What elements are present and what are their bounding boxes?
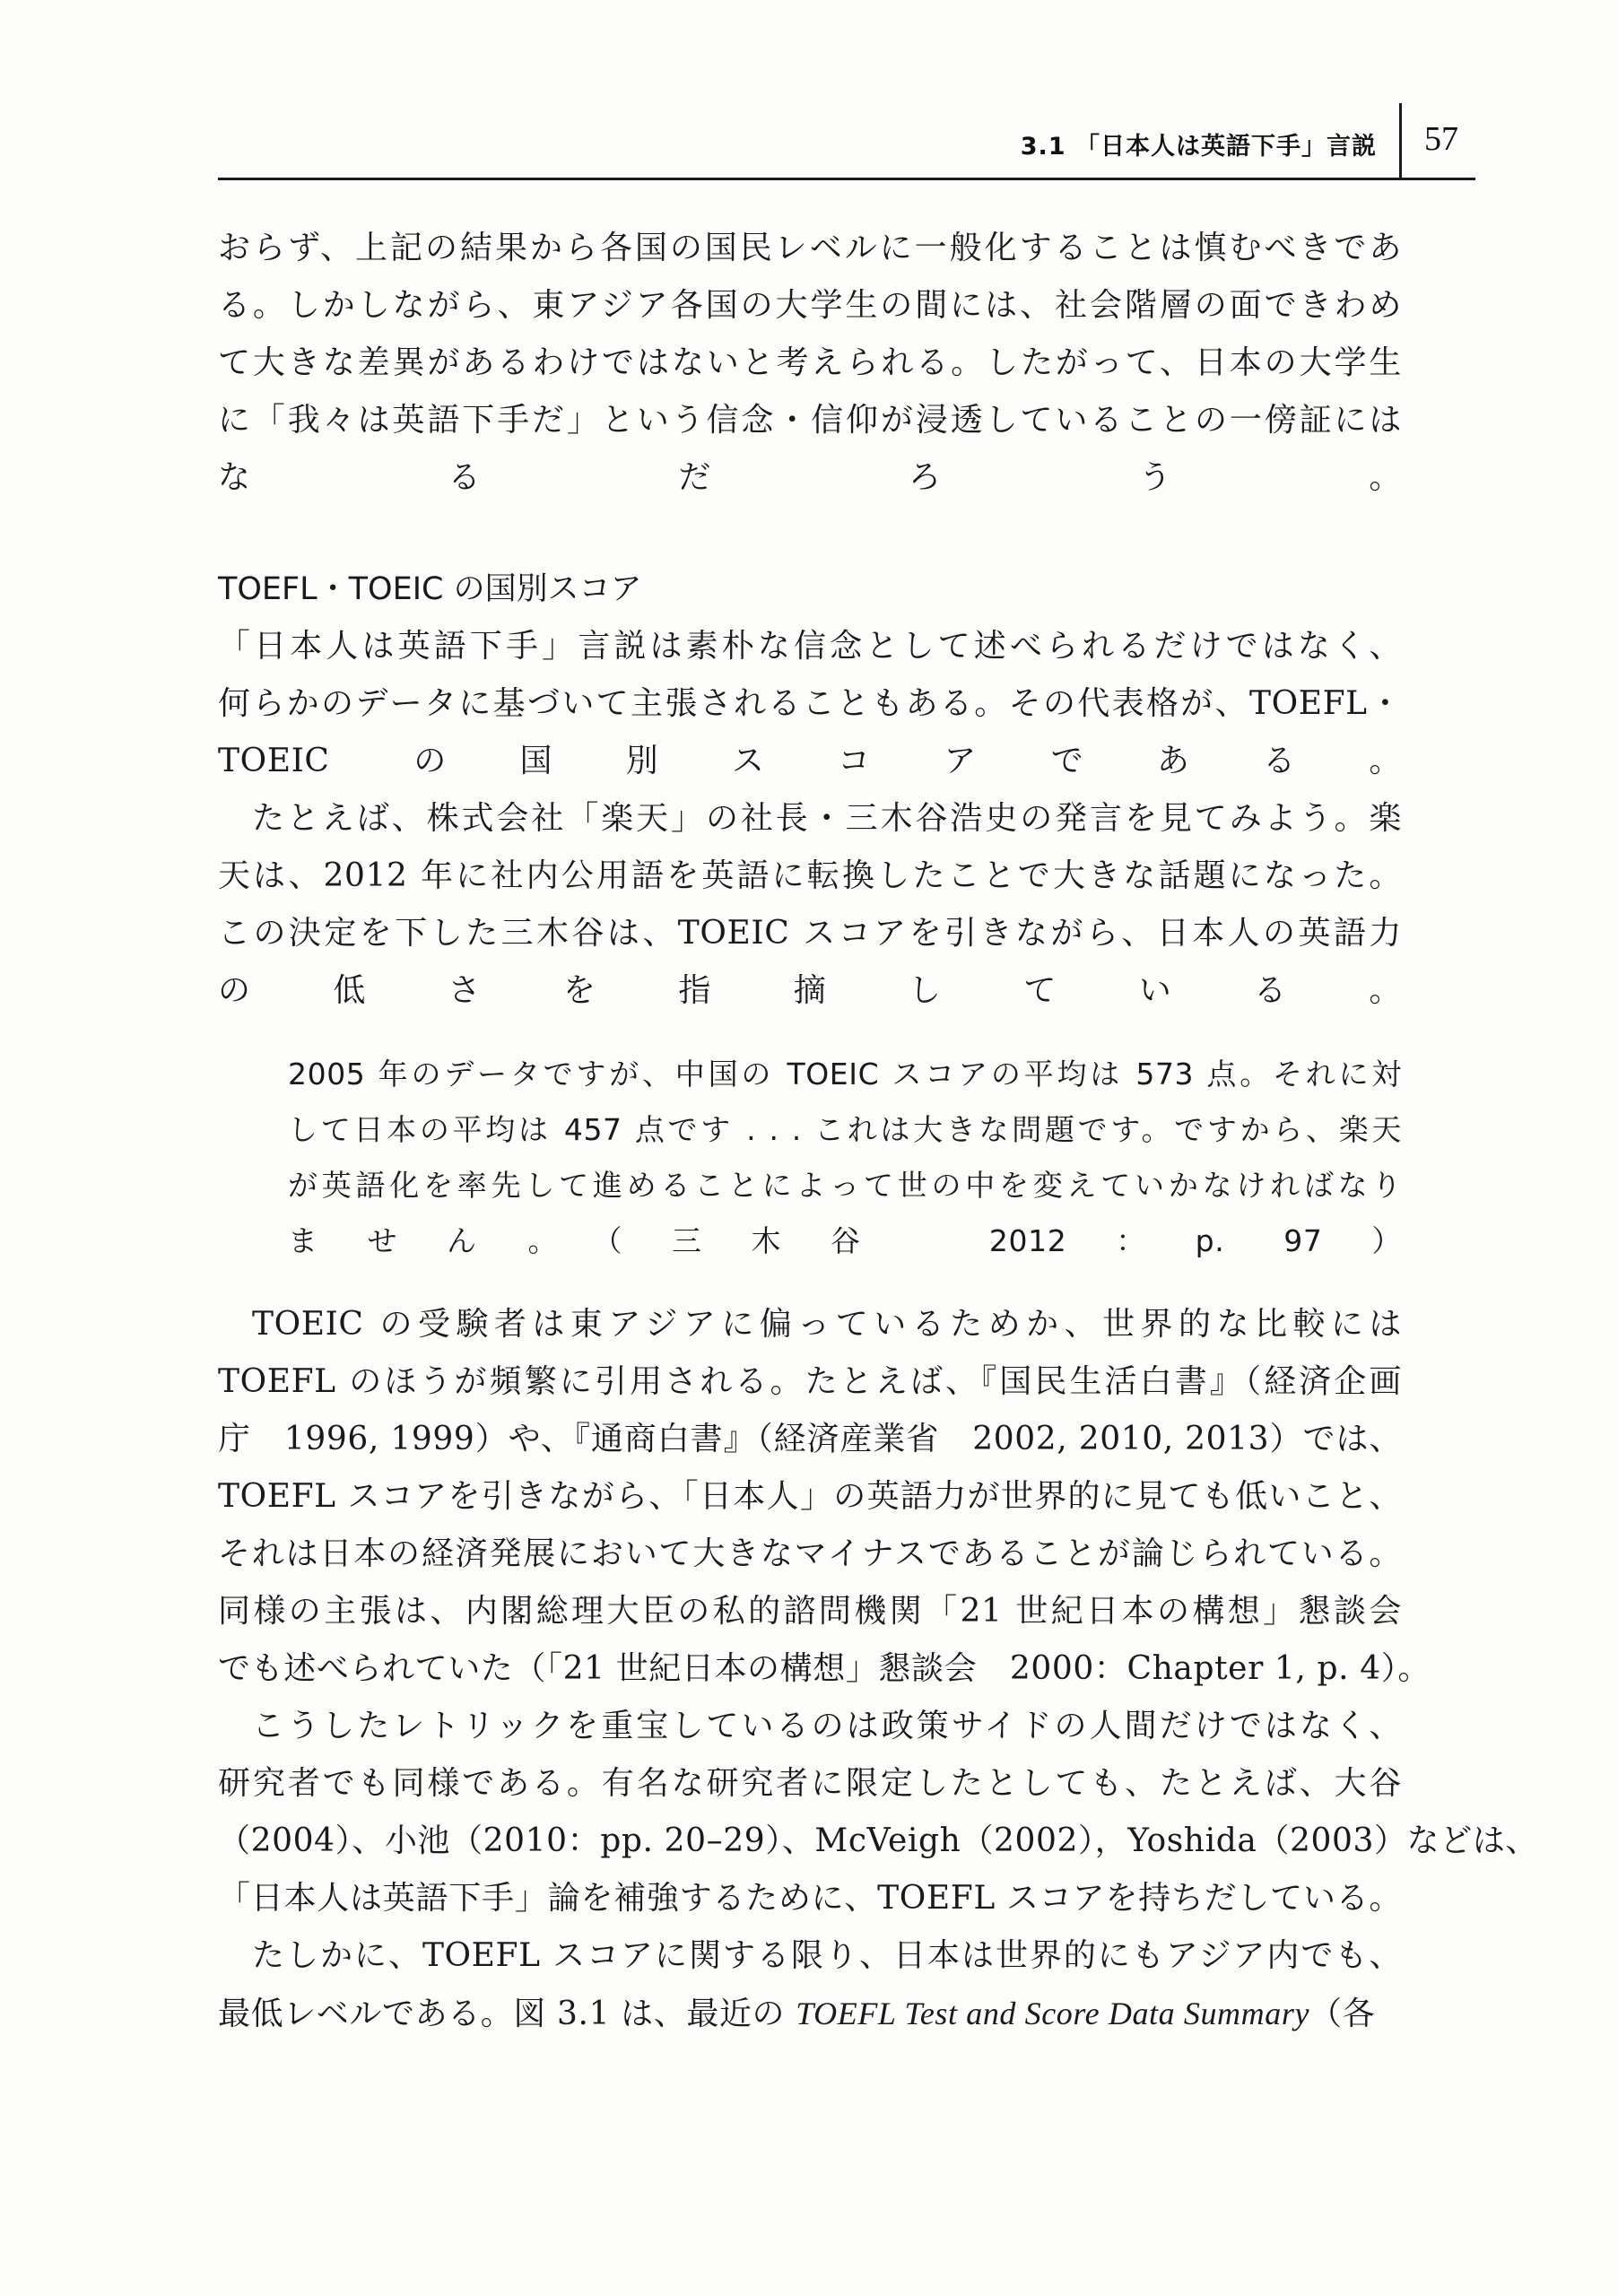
- text-run: （各: [1309, 1996, 1376, 2032]
- paragraph-6: [218, 1927, 1402, 2042]
- paragraph-5: [218, 1698, 1539, 1927]
- text-line: 天は、2012 年に社内公用語を英語に転換したことで大きな話題になった。: [218, 857, 1402, 894]
- section-heading: TOEFL・TOEIC の国別スコア: [218, 571, 642, 607]
- page-number: 57: [1424, 120, 1458, 158]
- text-line: それは日本の経済発展において大きなマイナスであることが論じられている。: [218, 1535, 1402, 1572]
- quote-line: ません。（三木谷 2012：p. 97）: [288, 1223, 1402, 1258]
- text-line: 何らかのデータに基づいて主張されることもある。その代表格が、TOEFL・: [218, 685, 1402, 722]
- text-line: この決定を下した三木谷は、TOEIC スコアを引きながら、日本人の英語力: [218, 915, 1402, 952]
- page-body: [218, 220, 1539, 2042]
- text-line: て大きな差異があるわけではないと考えられる。したがって、日本の大学生: [218, 344, 1402, 381]
- text-line: たとえば、株式会社「楽天」の社長・三木谷浩史の発言を見てみよう。楽: [252, 800, 1402, 837]
- text-line: 「日本人は英語下手」言説は素朴な信念として述べられるだけではなく、: [218, 628, 1402, 665]
- text-run: 最低レベルである。図 3.1 は、最近の: [218, 1996, 796, 2032]
- paragraph-1: [218, 220, 1402, 507]
- quote-line: して日本の平均は 457 点です . . . これは大きな問題です。ですから、楽天: [288, 1112, 1402, 1147]
- paragraph-2: [218, 618, 1402, 790]
- text-line: の低さを指摘している。: [218, 972, 1402, 1009]
- text-line: 「日本人は英語下手」論を補強するために、TOEFL スコアを持ちだしている。: [218, 1880, 1402, 1917]
- header-divider: [1399, 103, 1402, 178]
- text-line: る。しかしながら、東アジア各国の大学生の間には、社会階層の面できわめ: [218, 287, 1402, 324]
- paragraph-4: [218, 1296, 1431, 1698]
- text-line: TOEIC の受験者は東アジアに偏っているためか、世界的な比較には: [252, 1306, 1402, 1343]
- paragraph-3: [218, 790, 1402, 1020]
- block-quote: [288, 1047, 1402, 1269]
- text-line: TOEFL スコアを引きながら、「日本人」の英語力が世界的に見ても低いこと、: [218, 1478, 1402, 1515]
- text-line: 研究者でも同様である。有名な研究者に限定したとしても、たとえば、大谷: [218, 1765, 1402, 1802]
- text-line: なるだろう。: [218, 459, 1402, 496]
- text-line: でも述べられていた（「21 世紀日本の構想」懇談会 2000：Chapter 1, p. 4）。: [218, 1650, 1431, 1687]
- quote-line: 2005 年のデータですが、中国の TOEIC スコアの平均は 573 点。それに対: [288, 1057, 1402, 1091]
- text-line: [218, 1985, 1402, 2042]
- text-line: TOEIC の国別スコアである。: [218, 743, 1402, 779]
- book-title-italic: TOEFL Test and Score Data Summary: [796, 1996, 1310, 2031]
- text-line: TOEFL のほうが頻繁に引用される。たとえば、『国民生活白書』（経済企画: [218, 1363, 1402, 1400]
- text-line: （2004）、小池（2010：pp. 20–29）、McVeigh（2002），Yoshida（2003）などは、: [218, 1822, 1539, 1859]
- section-title: 3.1 「日本人は英語下手」言説: [1020, 133, 1377, 161]
- text-line: に「我々は英語下手だ」という信念・信仰が浸透していることの一傍証には: [218, 402, 1402, 439]
- text-line: こうしたレトリックを重宝しているのは政策サイドの人間だけではなく、: [252, 1708, 1402, 1744]
- text-line: 同様の主張は、内閣総理大臣の私的諮問機関「21 世紀日本の構想」懇談会: [218, 1593, 1402, 1630]
- text-line: たしかに、TOEFL スコアに関する限り、日本は世界的にもアジア内でも、: [252, 1937, 1402, 1974]
- running-header: [218, 103, 1475, 180]
- quote-line: が英語化を率先して進めることによって世の中を変えていかなければなり: [288, 1168, 1402, 1203]
- text-line: おらず、上記の結果から各国の国民レベルに一般化することは慎むべきであ: [218, 230, 1402, 266]
- text-line: 庁 1996, 1999）や、『通商白書』（経済産業省 2002, 2010, 2013）では、: [218, 1421, 1402, 1457]
